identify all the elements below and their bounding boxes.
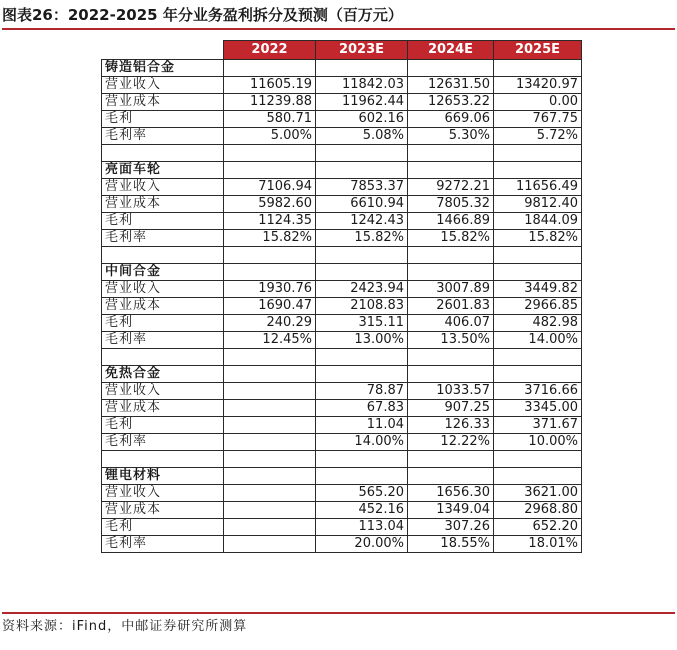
- segment-empty-cell: [408, 264, 494, 281]
- spacer-row: [102, 451, 582, 468]
- spacer-cell: [408, 145, 494, 162]
- spacer-cell: [408, 349, 494, 366]
- value-cell: [224, 485, 316, 502]
- spacer-row: [102, 247, 582, 264]
- spacer-cell: [316, 451, 408, 468]
- header-corner: [102, 41, 224, 60]
- value-cell: 11239.88: [224, 94, 316, 111]
- value-cell: 12.45%: [224, 332, 316, 349]
- segment-empty-cell: [224, 264, 316, 281]
- segment-name: 铸造铝合金: [102, 60, 224, 77]
- table-row: [102, 315, 582, 332]
- value-cell: 1466.89: [408, 213, 494, 230]
- value-cell: 652.20: [494, 519, 582, 536]
- value-cell: 2423.94: [316, 281, 408, 298]
- row-label: 毛利: [102, 519, 224, 536]
- spacer-cell: [102, 349, 224, 366]
- row-label: 毛利: [102, 417, 224, 434]
- value-cell: 307.26: [408, 519, 494, 536]
- row-label: 毛利率: [102, 536, 224, 553]
- row-label: 营业收入: [102, 485, 224, 502]
- segment-empty-cell: [224, 468, 316, 485]
- spacer-cell: [224, 349, 316, 366]
- segment-row: [102, 468, 582, 485]
- spacer-cell: [224, 247, 316, 264]
- value-cell: 20.00%: [316, 536, 408, 553]
- table-row: [102, 536, 582, 553]
- row-label: 毛利率: [102, 128, 224, 145]
- segment-name: 锂电材料: [102, 468, 224, 485]
- value-cell: 12631.50: [408, 77, 494, 94]
- spacer-cell: [494, 145, 582, 162]
- value-cell: 1844.09: [494, 213, 582, 230]
- segment-empty-cell: [408, 366, 494, 383]
- table-row: [102, 230, 582, 247]
- table-row: [102, 434, 582, 451]
- value-cell: 113.04: [316, 519, 408, 536]
- spacer-cell: [494, 451, 582, 468]
- value-cell: 67.83: [316, 400, 408, 417]
- value-cell: 7853.37: [316, 179, 408, 196]
- table-row: [102, 111, 582, 128]
- value-cell: 15.82%: [408, 230, 494, 247]
- profit-forecast-table: [101, 40, 582, 553]
- value-cell: 5.08%: [316, 128, 408, 145]
- table-row: [102, 179, 582, 196]
- value-cell: 18.01%: [494, 536, 582, 553]
- value-cell: 13.00%: [316, 332, 408, 349]
- segment-empty-cell: [316, 162, 408, 179]
- segment-empty-cell: [224, 60, 316, 77]
- segment-empty-cell: [408, 162, 494, 179]
- spacer-row: [102, 349, 582, 366]
- table-row: [102, 417, 582, 434]
- spacer-cell: [102, 451, 224, 468]
- value-cell: 240.29: [224, 315, 316, 332]
- segment-empty-cell: [316, 366, 408, 383]
- table-row: [102, 519, 582, 536]
- table-row: [102, 213, 582, 230]
- segment-empty-cell: [224, 162, 316, 179]
- value-cell: 1033.57: [408, 383, 494, 400]
- segment-empty-cell: [316, 264, 408, 281]
- value-cell: 13420.97: [494, 77, 582, 94]
- spacer-cell: [102, 145, 224, 162]
- column-header: 2025E: [494, 41, 582, 60]
- row-label: 营业成本: [102, 502, 224, 519]
- row-label: 毛利率: [102, 332, 224, 349]
- value-cell: 15.82%: [494, 230, 582, 247]
- value-cell: [224, 417, 316, 434]
- row-label: 营业成本: [102, 94, 224, 111]
- table-row: [102, 485, 582, 502]
- value-cell: 767.75: [494, 111, 582, 128]
- spacer-cell: [102, 247, 224, 264]
- segment-name: 免热合金: [102, 366, 224, 383]
- value-cell: 15.82%: [316, 230, 408, 247]
- value-cell: 0.00: [494, 94, 582, 111]
- value-cell: [224, 502, 316, 519]
- header-row: [102, 41, 582, 60]
- table-row: [102, 128, 582, 145]
- value-cell: [224, 434, 316, 451]
- value-cell: 12.22%: [408, 434, 494, 451]
- value-cell: 7106.94: [224, 179, 316, 196]
- spacer-cell: [224, 451, 316, 468]
- table-row: [102, 196, 582, 213]
- value-cell: 482.98: [494, 315, 582, 332]
- segment-empty-cell: [494, 60, 582, 77]
- column-header: 2023E: [316, 41, 408, 60]
- value-cell: 2968.80: [494, 502, 582, 519]
- value-cell: 1930.76: [224, 281, 316, 298]
- table-row: [102, 298, 582, 315]
- value-cell: 11842.03: [316, 77, 408, 94]
- value-cell: [224, 536, 316, 553]
- value-cell: 371.67: [494, 417, 582, 434]
- value-cell: 13.50%: [408, 332, 494, 349]
- value-cell: 669.06: [408, 111, 494, 128]
- segment-row: [102, 60, 582, 77]
- figure-title: 图表26：2022-2025 年分业务盈利拆分及预测（百万元）: [2, 2, 675, 30]
- table-row: [102, 77, 582, 94]
- value-cell: 3007.89: [408, 281, 494, 298]
- table-row: [102, 94, 582, 111]
- spacer-cell: [316, 247, 408, 264]
- row-label: 毛利: [102, 111, 224, 128]
- value-cell: 5.00%: [224, 128, 316, 145]
- value-cell: 2108.83: [316, 298, 408, 315]
- value-cell: 78.87: [316, 383, 408, 400]
- value-cell: [224, 383, 316, 400]
- value-cell: [224, 519, 316, 536]
- spacer-cell: [316, 145, 408, 162]
- segment-empty-cell: [494, 366, 582, 383]
- segment-empty-cell: [494, 468, 582, 485]
- value-cell: 406.07: [408, 315, 494, 332]
- value-cell: 11656.49: [494, 179, 582, 196]
- value-cell: 1242.43: [316, 213, 408, 230]
- value-cell: 452.16: [316, 502, 408, 519]
- value-cell: 11.04: [316, 417, 408, 434]
- spacer-cell: [316, 349, 408, 366]
- segment-name: 亮面车轮: [102, 162, 224, 179]
- value-cell: 580.71: [224, 111, 316, 128]
- value-cell: 1124.35: [224, 213, 316, 230]
- segment-empty-cell: [494, 264, 582, 281]
- value-cell: 1656.30: [408, 485, 494, 502]
- column-header: 2024E: [408, 41, 494, 60]
- segment-empty-cell: [316, 468, 408, 485]
- row-label: 营业收入: [102, 281, 224, 298]
- segment-row: [102, 366, 582, 383]
- value-cell: 2966.85: [494, 298, 582, 315]
- value-cell: 5.72%: [494, 128, 582, 145]
- segment-empty-cell: [408, 60, 494, 77]
- row-label: 毛利: [102, 213, 224, 230]
- value-cell: 10.00%: [494, 434, 582, 451]
- value-cell: 11962.44: [316, 94, 408, 111]
- value-cell: 1690.47: [224, 298, 316, 315]
- value-cell: 9812.40: [494, 196, 582, 213]
- row-label: 毛利率: [102, 434, 224, 451]
- segment-empty-cell: [224, 366, 316, 383]
- value-cell: 15.82%: [224, 230, 316, 247]
- segment-empty-cell: [494, 162, 582, 179]
- segment-empty-cell: [408, 468, 494, 485]
- table-row: [102, 400, 582, 417]
- value-cell: 3345.00: [494, 400, 582, 417]
- source-note: 资料来源：iFind，中邮证券研究所测算: [2, 612, 675, 642]
- table-row: [102, 281, 582, 298]
- spacer-cell: [494, 247, 582, 264]
- value-cell: 14.00%: [316, 434, 408, 451]
- segment-name: 中间合金: [102, 264, 224, 281]
- value-cell: [224, 400, 316, 417]
- segment-row: [102, 264, 582, 281]
- value-cell: 5.30%: [408, 128, 494, 145]
- spacer-row: [102, 145, 582, 162]
- value-cell: 14.00%: [494, 332, 582, 349]
- value-cell: 565.20: [316, 485, 408, 502]
- value-cell: 18.55%: [408, 536, 494, 553]
- value-cell: 9272.21: [408, 179, 494, 196]
- row-label: 毛利: [102, 315, 224, 332]
- spacer-cell: [494, 349, 582, 366]
- row-label: 毛利率: [102, 230, 224, 247]
- row-label: 营业收入: [102, 77, 224, 94]
- table-body: [102, 60, 582, 553]
- value-cell: 7805.32: [408, 196, 494, 213]
- spacer-cell: [408, 451, 494, 468]
- value-cell: 3449.82: [494, 281, 582, 298]
- table-row: [102, 383, 582, 400]
- value-cell: 1349.04: [408, 502, 494, 519]
- value-cell: 11605.19: [224, 77, 316, 94]
- table-row: [102, 332, 582, 349]
- value-cell: 6610.94: [316, 196, 408, 213]
- value-cell: 315.11: [316, 315, 408, 332]
- row-label: 营业收入: [102, 383, 224, 400]
- spacer-cell: [224, 145, 316, 162]
- value-cell: 2601.83: [408, 298, 494, 315]
- row-label: 营业成本: [102, 400, 224, 417]
- segment-empty-cell: [316, 60, 408, 77]
- value-cell: 3621.00: [494, 485, 582, 502]
- segment-row: [102, 162, 582, 179]
- row-label: 营业收入: [102, 179, 224, 196]
- value-cell: 907.25: [408, 400, 494, 417]
- value-cell: 602.16: [316, 111, 408, 128]
- table-row: [102, 502, 582, 519]
- value-cell: 126.33: [408, 417, 494, 434]
- spacer-cell: [408, 247, 494, 264]
- value-cell: 5982.60: [224, 196, 316, 213]
- column-header: 2022: [224, 41, 316, 60]
- row-label: 营业成本: [102, 298, 224, 315]
- value-cell: 3716.66: [494, 383, 582, 400]
- value-cell: 12653.22: [408, 94, 494, 111]
- row-label: 营业成本: [102, 196, 224, 213]
